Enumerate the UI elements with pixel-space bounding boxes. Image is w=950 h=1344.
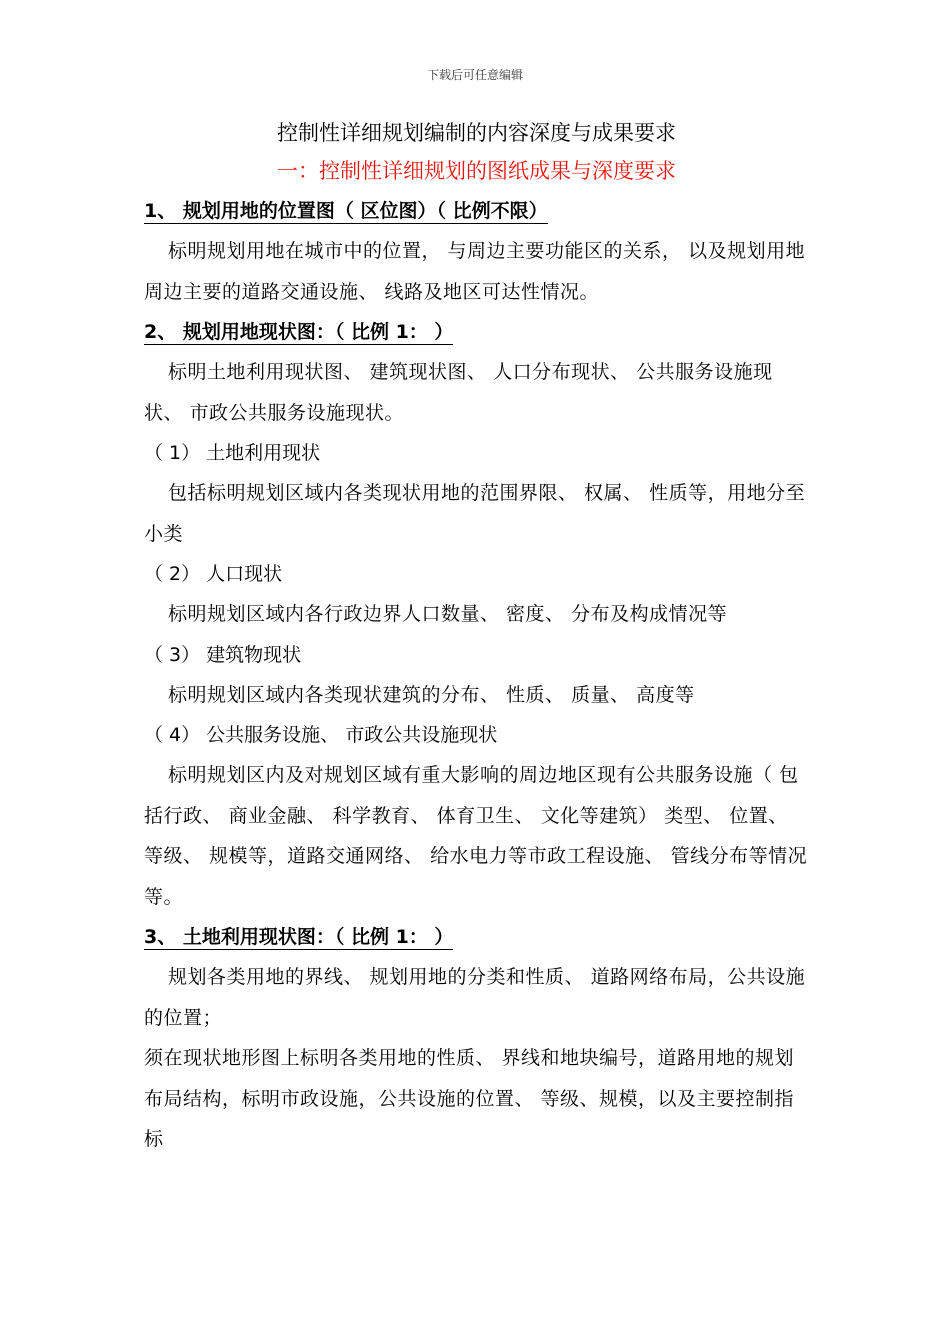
document-subtitle: 一：控制性详细规划的图纸成果与深度要求 <box>277 159 676 183</box>
paragraph: 包括标明规划区域内各类现状用地的范围界限、 权属、 性质等，用地分至小类 <box>144 482 806 545</box>
document-body <box>144 115 809 1160</box>
paragraph: 标明规划区域内各类现状建筑的分布、 性质、 质量、 高度等 <box>168 683 695 706</box>
paragraph: 标明规划用地在城市中的位置， 与周边主要功能区的关系， 以及规划用地周边主要的道路交通设施、 线路及地区可达性情况。 <box>144 240 806 303</box>
section-heading-3: 3、 土地利用现状图：（ 比例 1： ） <box>144 926 454 948</box>
section-heading-2: 2、 规划用地现状图：（ 比例 1： ） <box>144 321 454 343</box>
paragraph: 规划各类用地的界线、 规划用地的分类和性质、 道路网络布局，公共设施的位置； <box>144 966 806 1029</box>
document-title: 控制性详细规划编制的内容深度与成果要求 <box>277 121 676 145</box>
subsection-heading: （ 4） 公共服务设施、 市政公共设施现状 <box>144 724 498 746</box>
section-heading-1: 1、 规划用地的位置图（ 区位图）（ 比例不限） <box>144 200 548 222</box>
paragraph: 标明土地利用现状图、 建筑现状图、 人口分布现状、 公共服务设施现状、 市政公共服务设施现状。 <box>144 361 773 424</box>
paragraph: 标明规划区内及对规划区域有重大影响的周边地区现有公共服务设施（ 包括行政、 商业金融、 科学教育、 体育卫生、 文化等建筑） 类型、 位置、 等级、 规模等，道路交通网络、 给水电力等市政工程设施、 管线分布等情况等。 <box>144 764 808 908</box>
paragraph: 须在现状地形图上标明各类用地的性质、 界线和地块编号，道路用地的规划布局结构，标明市政设施，公共设施的位置、 等级、规模，以及主要控制指标 <box>144 1047 795 1150</box>
header-note: 下载后可任意编辑 <box>426 68 523 82</box>
paragraph: 标明规划区域内各行政边界人口数量、 密度、 分布及构成情况等 <box>168 603 728 625</box>
subsection-heading: （ 3） 建筑物现状 <box>144 643 302 666</box>
subsection-heading: （ 1） 土地利用现状 <box>144 442 321 464</box>
subsection-heading: （ 2） 人口现状 <box>144 563 283 585</box>
